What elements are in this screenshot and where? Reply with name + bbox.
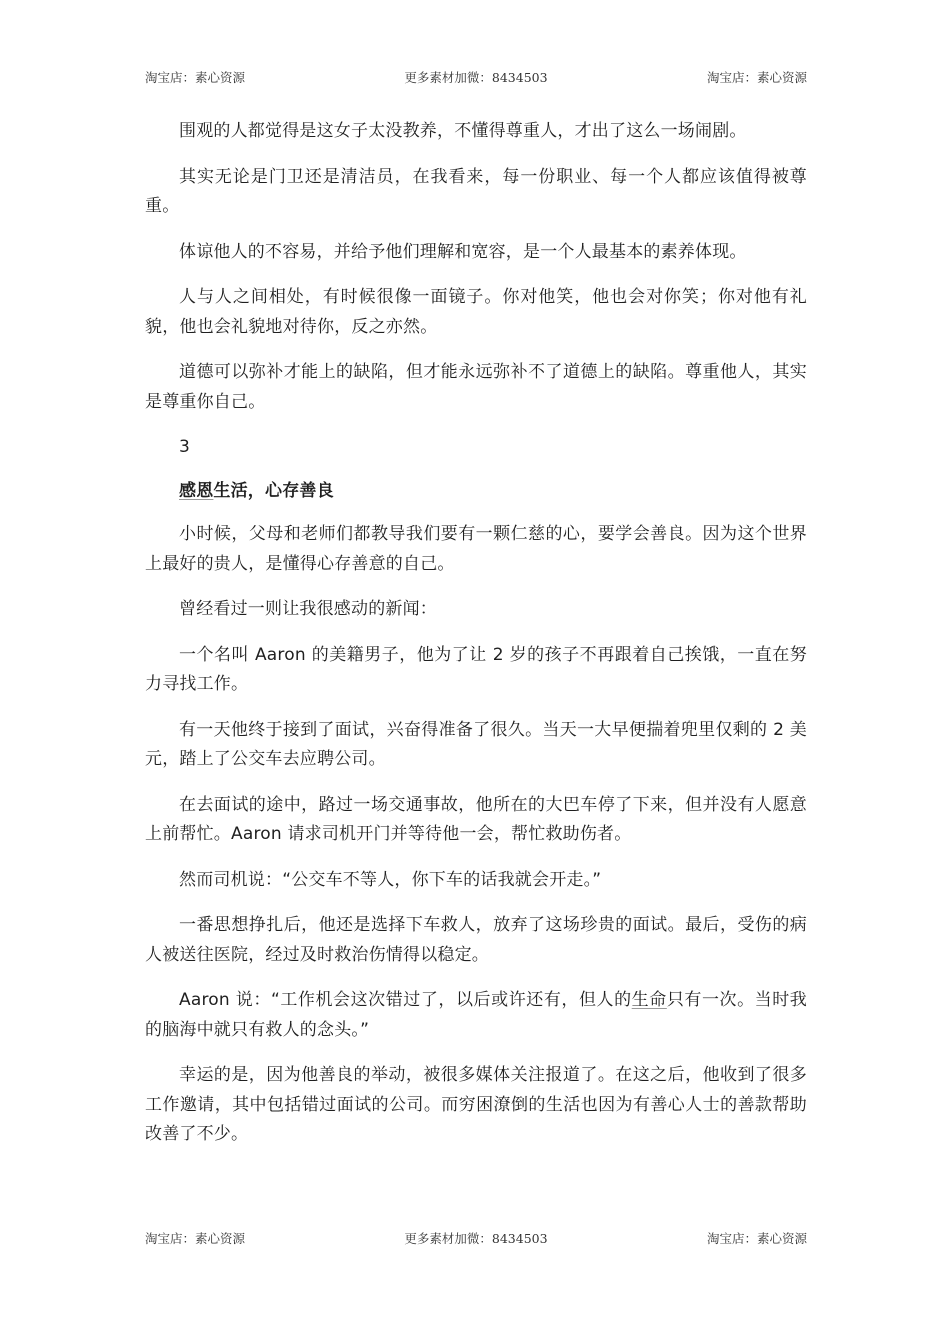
paragraph: 有一天他终于接到了面试，兴奋得准备了很久。当天一大早便揣着兜里仅剩的 2 美元，踏上了公交车去应聘公司。 [145, 719, 807, 769]
article-body [145, 117, 807, 1166]
footer-center-text: 更多素材加微：8434503 [404, 1231, 548, 1246]
header-right-text: 淘宝店：素心资源 [706, 70, 807, 85]
paragraph: 曾经看过一则让我很感动的新闻： [179, 599, 437, 619]
footer-left-text: 淘宝店：素心资源 [145, 1231, 246, 1246]
paragraph: 人与人之间相处，有时候很像一面镜子。你对他笑，他也会对你笑；你对他有礼貌，他也会礼貌地对待你，反之亦然。 [145, 287, 807, 337]
footer-right-text: 淘宝店：素心资源 [706, 1231, 807, 1246]
page-header [145, 68, 807, 88]
paragraph [145, 986, 807, 1045]
paragraph: 小时候，父母和老师们都教导我们要有一颗仁慈的心，要学会善良。因为这个世界上最好的贵人，是懂得心存善意的自己。 [145, 524, 807, 574]
quote-part-2: 只有一次。当时我的脑海中就只有救人的念头。” [145, 990, 807, 1040]
paragraph: 在去面试的途中，路过一场交通事故，他所在的大巴车停了下来，但并没有人愿意上前帮忙。Aaron 请求司机开门并等待他一会，帮忙救助伤者。 [145, 794, 807, 844]
paragraph: 幸运的是，因为他善良的举动，被很多媒体关注报道了。在这之后，他收到了很多工作邀请，其中包括错过面试的公司。而穷困潦倒的生活也因为有善心人士的善款帮助改善了不少。 [145, 1065, 807, 1144]
paragraph: 其实无论是门卫还是清洁员，在我看来，每一份职业、每一个人都应该值得被尊重。 [145, 166, 807, 216]
paragraph: 体谅他人的不容易，并给予他们理解和宽容，是一个人最基本的素养体现。 [179, 241, 747, 262]
paragraph: 一番思想挣扎后，他还是选择下车救人，放弃了这场珍贵的面试。最后，受伤的病人被送往医院，经过及时救治伤情得以稳定。 [145, 915, 807, 965]
paragraph: 围观的人都觉得是这女子太没教养，不懂得尊重人，才出了这么一场闹剧。 [179, 121, 747, 141]
header-left-text: 淘宝店：素心资源 [145, 70, 246, 85]
section-number: 3 [179, 437, 191, 457]
heading-underlined-word: 感恩 [179, 480, 214, 501]
heading-rest: 生活，心存善良 [213, 480, 334, 501]
header-center-text: 更多素材加微：8434503 [404, 70, 548, 85]
underlined-word-life: 生命 [631, 990, 667, 1010]
section-heading [145, 477, 807, 507]
paragraph: 一个名叫 Aaron 的美籍男子，他为了让 2 岁的孩子不再跟着自己挨饿，一直在努力寻找工作。 [145, 644, 807, 694]
paragraph: 道德可以弥补才能上的缺陷，但才能永远弥补不了道德上的缺陷。尊重他人，其实是尊重你自己。 [145, 362, 807, 412]
paragraph: 然而司机说：“公交车不等人，你下车的话我就会开走。” [179, 869, 602, 890]
page-footer [145, 1229, 807, 1249]
quote-part-1: Aaron 说：“工作机会这次错过了，以后或许还有，但人的 [179, 990, 632, 1010]
